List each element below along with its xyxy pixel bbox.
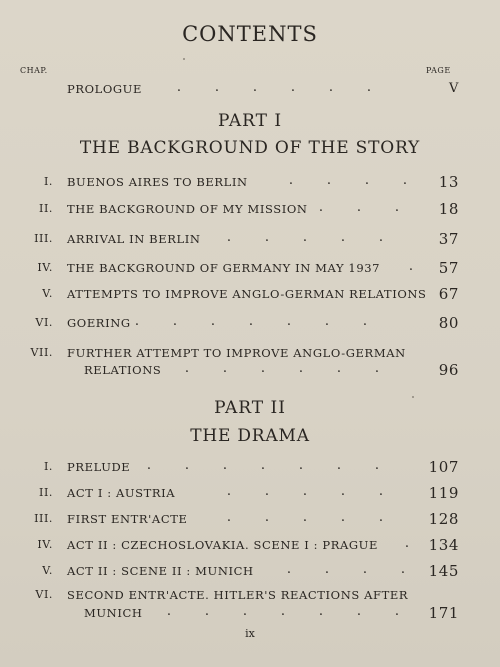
leader-dots: . . . bbox=[318, 200, 400, 215]
page-column-header: PAGE bbox=[426, 66, 451, 75]
chapter-number: VII. bbox=[30, 346, 53, 359]
chapter-number: III. bbox=[34, 232, 53, 245]
entry-title: PRELUDE bbox=[67, 460, 131, 474]
entry-title: FURTHER ATTEMPT TO IMPROVE ANGLO-GERMAN bbox=[67, 346, 406, 360]
entry-page: 128 bbox=[428, 510, 459, 528]
toc-entry bbox=[0, 564, 500, 584]
toc-entry bbox=[0, 287, 500, 307]
toc-entry-prologue bbox=[0, 82, 500, 102]
chapter-number: I. bbox=[43, 460, 53, 473]
toc-entry bbox=[0, 232, 500, 252]
entry-title-continued: RELATIONS bbox=[84, 363, 162, 377]
leader-dots: . . . . . . . bbox=[146, 458, 380, 473]
entry-title: THE BACKGROUND OF MY MISSION bbox=[67, 202, 308, 216]
entry-title: SECOND ENTR'ACTE. HITLER'S REACTIONS AFTER bbox=[67, 588, 409, 602]
entry-page: 80 bbox=[438, 314, 459, 332]
toc-entry-continuation bbox=[0, 363, 500, 383]
entry-page: 67 bbox=[438, 285, 459, 303]
entry-page: 171 bbox=[428, 604, 459, 622]
part-2-label: PART II bbox=[214, 398, 286, 418]
leader-dots: . . . . bbox=[288, 173, 408, 188]
entry-page: 13 bbox=[438, 173, 459, 191]
entry-page: 37 bbox=[438, 230, 459, 248]
entry-title: ACT I : AUSTRIA bbox=[67, 486, 176, 500]
leader-dots: . . . . . bbox=[226, 510, 384, 525]
entry-title: FIRST ENTR'ACTE bbox=[67, 512, 188, 526]
toc-entry-continuation bbox=[0, 606, 500, 626]
toc-entry bbox=[0, 261, 500, 281]
entry-page: V bbox=[449, 81, 459, 96]
chapter-number: IV. bbox=[37, 261, 53, 274]
entry-page: 119 bbox=[428, 484, 459, 502]
leader-dots: . . . . bbox=[286, 562, 406, 577]
page-title: CONTENTS bbox=[182, 22, 318, 46]
entry-page: 57 bbox=[438, 259, 459, 277]
entry-title-continued: MUNICH bbox=[84, 606, 143, 620]
toc-entry bbox=[0, 202, 500, 222]
leader-dots: . . . . . . bbox=[176, 80, 372, 95]
entry-title: ARRIVAL IN BERLIN bbox=[67, 232, 201, 246]
leader-dots: . bbox=[404, 536, 410, 551]
chapter-number: V. bbox=[42, 564, 53, 577]
entry-page: 96 bbox=[438, 361, 459, 379]
chapter-number: IV. bbox=[37, 538, 53, 551]
page-folio: ix bbox=[245, 627, 255, 640]
chapter-number: II. bbox=[39, 486, 53, 499]
chapter-number: V. bbox=[42, 287, 53, 300]
paper-speck bbox=[183, 58, 185, 60]
entry-title: BUENOS AIRES TO BERLIN bbox=[67, 175, 248, 189]
chapter-number: II. bbox=[39, 202, 53, 215]
chap-column-header: CHAP. bbox=[20, 66, 48, 75]
entry-title: GOERING bbox=[67, 316, 131, 330]
part-2-title: THE DRAMA bbox=[190, 426, 310, 446]
leader-dots: . bbox=[408, 259, 414, 274]
chapter-number: VI. bbox=[35, 316, 53, 329]
entry-title: ACT II : SCENE II : MUNICH bbox=[67, 564, 254, 578]
chapter-number: I. bbox=[43, 175, 53, 188]
toc-entry bbox=[0, 512, 500, 532]
entry-page: 134 bbox=[428, 536, 459, 554]
part-1-title: THE BACKGROUND OF THE STORY bbox=[79, 138, 421, 158]
leader-dots: . . . . . . bbox=[184, 361, 380, 376]
toc-entry bbox=[0, 486, 500, 506]
entry-title: PROLOGUE bbox=[67, 82, 142, 96]
leader-dots: . . . . . bbox=[226, 484, 384, 499]
leader-dots: . . . . . bbox=[226, 230, 384, 245]
paper-speck bbox=[412, 396, 414, 398]
chapter-number: III. bbox=[34, 512, 53, 525]
leader-dots: . . . . . . . bbox=[134, 314, 368, 329]
entry-title: THE BACKGROUND OF GERMANY IN MAY 1937 bbox=[67, 261, 381, 275]
toc-entry bbox=[0, 538, 500, 558]
entry-title: ACT II : CZECHOSLOVAKIA. SCENE I : PRAGUE bbox=[67, 538, 378, 552]
part-1-label: PART I bbox=[217, 111, 283, 131]
toc-entry bbox=[0, 175, 500, 195]
entry-page: 18 bbox=[438, 200, 459, 218]
chapter-number: VI. bbox=[35, 588, 53, 601]
toc-entry bbox=[0, 316, 500, 336]
entry-page: 145 bbox=[428, 562, 459, 580]
leader-dots: . . . . . . . bbox=[166, 604, 400, 619]
toc-entry bbox=[0, 460, 500, 480]
entry-title: ATTEMPTS TO IMPROVE ANGLO-GERMAN RELATIONS bbox=[67, 287, 427, 301]
entry-page: 107 bbox=[428, 458, 459, 476]
